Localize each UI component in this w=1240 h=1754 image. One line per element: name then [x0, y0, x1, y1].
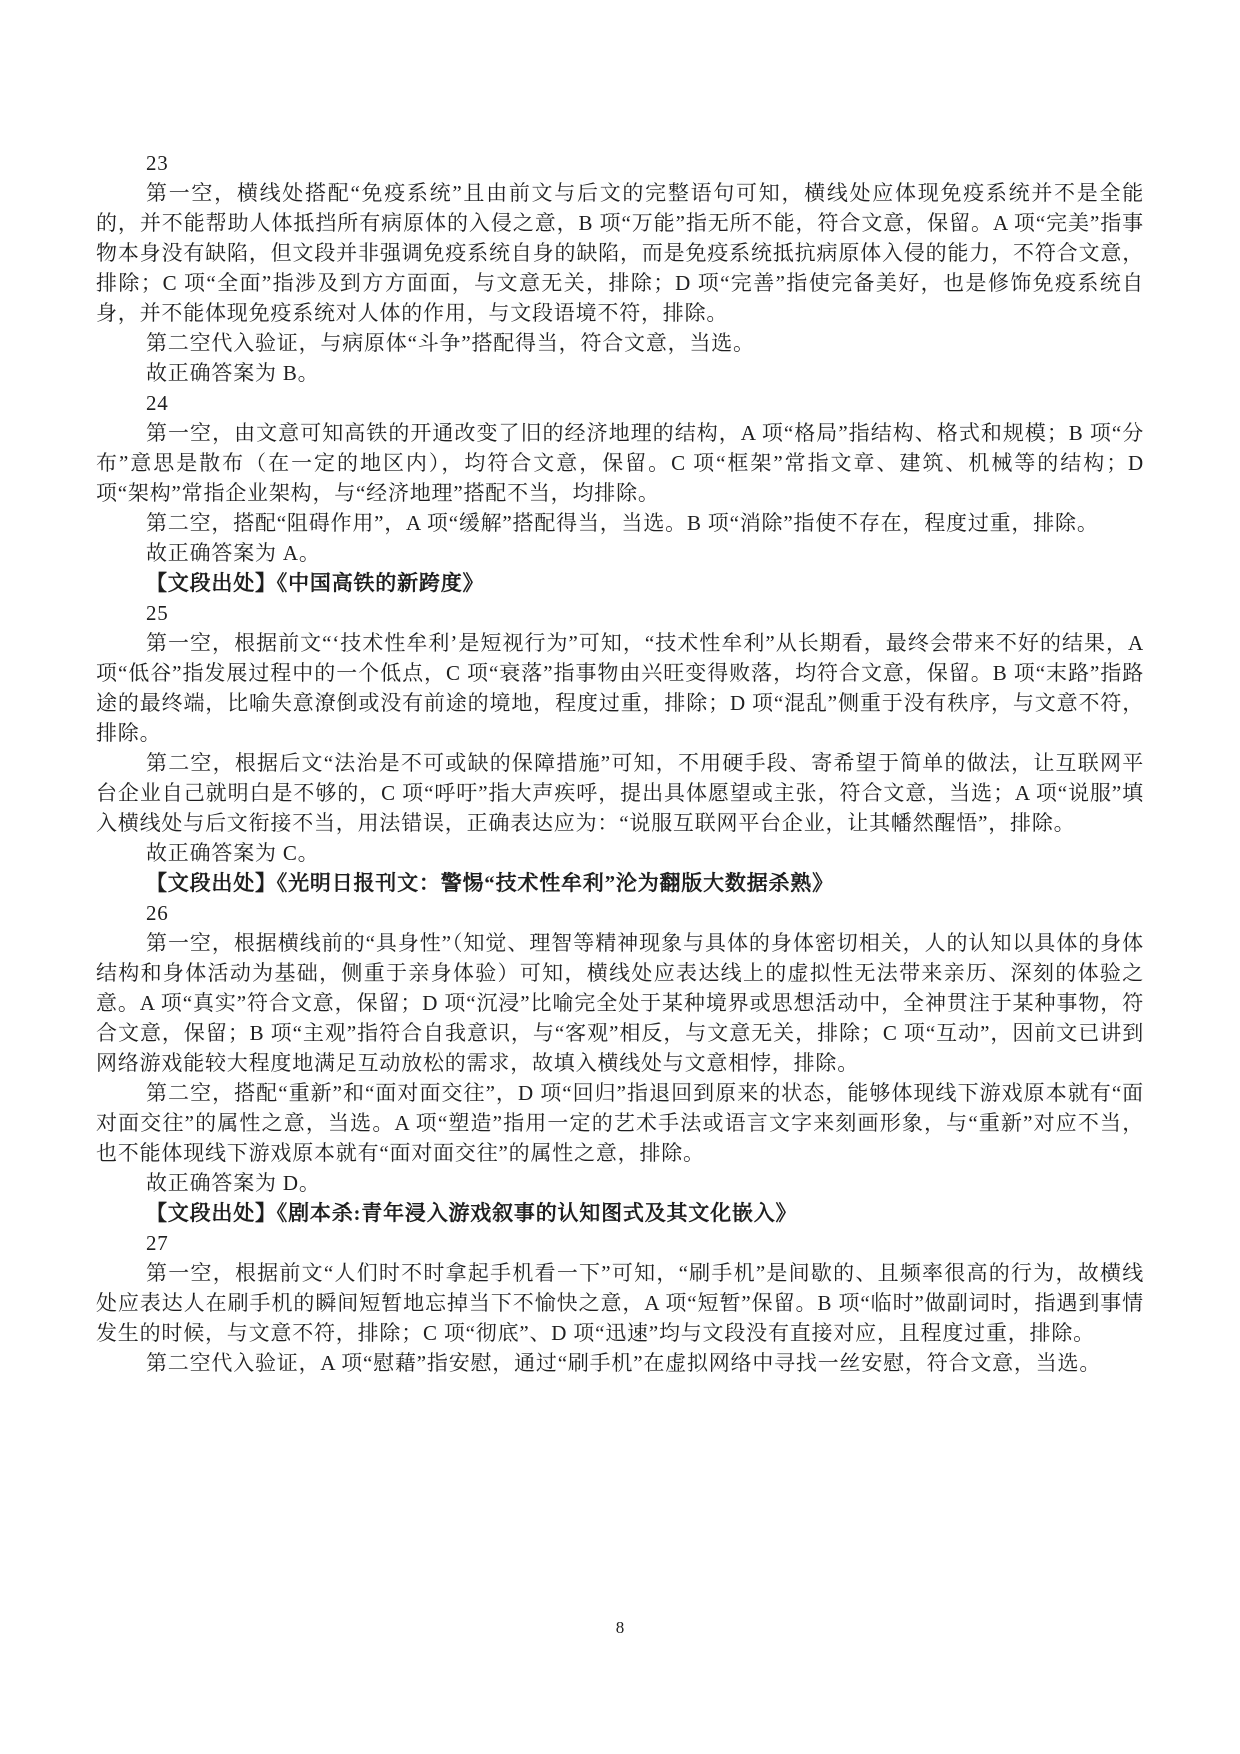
question-block-25	[96, 598, 1144, 898]
explanation-paragraph: 第二空，搭配“阻碍作用”，A 项“缓解”搭配得当，当选。B 项“消除”指使不存在，程度过重，排除。	[146, 511, 1099, 535]
source-line: 【文段出处】《光明日报刊文：警惕“技术性牟利”沦为翻版大数据杀熟》	[146, 871, 834, 895]
question-number: 24	[146, 391, 169, 415]
question-block-26	[96, 898, 1144, 1228]
explanation-paragraph: 第二空代入验证，与病原体“斗争”搭配得当，符合文意，当选。	[146, 331, 755, 355]
answer-explanations-text	[96, 148, 1144, 1378]
question-number: 27	[146, 1231, 169, 1255]
question-number: 26	[146, 901, 169, 925]
explanation-paragraph: 第二空，根据后文“法治是不可或缺的保障措施”可知，不用硬手段、寄希望于简单的做法，让互联网平台企业自己就明白是不够的，C 项“呼吁”指大声疾呼，提出具体愿望或主张，符合文意，当选；A 项“说服”填入横线处与后文衔接不当，用法错误，正确表达应为：“说服互联网平台企业，让其幡然醒悟”，排除。	[96, 751, 1144, 835]
answer-line: 故正确答案为 C。	[146, 841, 320, 865]
explanation-paragraph: 第一空，由文意可知高铁的开通改变了旧的经济地理的结构，A 项“格局”指结构、格式和规模；B 项“分布”意思是散布（在一定的地区内），均符合文意，保留。C 项“框架”常指文章、建筑、机械等的结构；D 项“架构”常指企业架构，与“经济地理”搭配不当，均排除。	[96, 421, 1144, 505]
question-block-27	[96, 1228, 1144, 1378]
page-number: 8	[615, 1618, 625, 1637]
answer-line: 故正确答案为 B。	[146, 361, 320, 385]
explanation-paragraph: 第二空，搭配“重新”和“面对面交往”，D 项“回归”指退回到原来的状态，能够体现线下游戏原本就有“面对面交往”的属性之意，当选。A 项“塑造”指用一定的艺术手法或语言文字来刻画形象，与“重新”对应不当，也不能体现线下游戏原本就有“面对面交往”的属性之意，排除。	[96, 1081, 1144, 1165]
answer-line: 故正确答案为 A。	[146, 541, 321, 565]
question-block-23	[96, 148, 1144, 388]
explanation-paragraph: 第一空，横线处搭配“免疫系统”且由前文与后文的完整语句可知，横线处应体现免疫系统并不是全能的，并不能帮助人体抵挡所有病原体的入侵之意，B 项“万能”指无所不能，符合文意，保留。A 项“完美”指事物本身没有缺陷，但文段并非强调免疫系统自身的缺陷，而是免疫系统抵抗病原体入侵的能力，不符合文意，排除；C 项“全面”指涉及到方方面面，与文意无关，排除；D 项“完善”指使完备美好，也是修饰免疫系统自身，并不能体现免疫系统对人体的作用，与文段语境不符，排除。	[96, 181, 1144, 325]
question-number: 23	[146, 151, 169, 175]
explanation-paragraph: 第二空代入验证，A 项“慰藉”指安慰，通过“刷手机”在虚拟网络中寻找一丝安慰，符合文意，当选。	[146, 1351, 1102, 1375]
question-number: 25	[146, 601, 169, 625]
explanation-paragraph: 第一空，根据前文“‘技术性牟利’是短视行为”可知，“技术性牟利”从长期看，最终会带来不好的结果，A 项“低谷”指发展过程中的一个低点，C 项“衰落”指事物由兴旺变得败落，均符合文意，保留。B 项“末路”指路途的最终端，比喻失意潦倒或没有前途的境地，程度过重，排除；D 项“混乱”侧重于没有秩序，与文意不符，排除。	[96, 631, 1144, 745]
question-block-24	[96, 388, 1144, 598]
explanation-paragraph: 第一空，根据横线前的“具身性”（知觉、理智等精神现象与具体的身体密切相关，人的认知以具体的身体结构和身体活动为基础，侧重于亲身体验）可知，横线处应表达线上的虚拟性无法带来亲历、深刻的体验之意。A 项“真实”符合文意，保留；D 项“沉浸”比喻完全处于某种境界或思想活动中，全神贯注于某种事物，符合文意，保留；B 项“主观”指符合自我意识，与“客观”相反，与文意无关，排除；C 项“互动”，因前文已讲到网络游戏能较大程度地满足互动放松的需求，故填入横线处与文意相悖，排除。	[96, 931, 1144, 1075]
explanation-paragraph: 第一空，根据前文“人们时不时拿起手机看一下”可知，“刷手机”是间歇的、且频率很高的行为，故横线处应表达人在刷手机的瞬间短暂地忘掉当下不愉快之意，A 项“短暂”保留。B 项“临时”做副词时，指遇到事情发生的时候，与文意不符，排除；C 项“彻底”、D 项“迅速”均与文段没有直接对应，且程度过重，排除。	[96, 1261, 1144, 1345]
source-line: 【文段出处】《剧本杀:青年浸入游戏叙事的认知图式及其文化嵌入》	[146, 1201, 798, 1225]
answer-line: 故正确答案为 D。	[146, 1171, 321, 1195]
source-line: 【文段出处】《中国高铁的新跨度》	[146, 571, 485, 595]
